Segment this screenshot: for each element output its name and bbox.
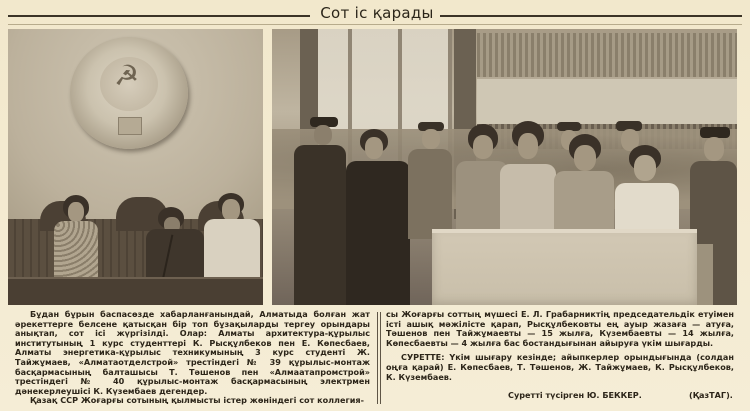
hammer-sickle-icon: ☭: [114, 59, 140, 92]
defendants-dock: [432, 229, 697, 305]
news-agency: (ҚазТАГ).: [689, 390, 733, 400]
section-title: Сот іс қарады: [320, 4, 434, 22]
column-divider: [377, 312, 378, 404]
column-divider-2: [380, 312, 381, 404]
section-header: [8, 4, 742, 24]
photo-judges-bench: [8, 29, 263, 305]
bench-front: [8, 277, 263, 305]
header-rule-right: [440, 15, 742, 17]
article-paragraph-2-end: сы Жоғарғы соттың мүшесі Е. Л. Грабарниктің председательдік етуімен істі ашық мәжілісте қарап, Рысқұлбековты ең ауыр жазаға — атуға, Тәшенов пен Тайжұмаевты — 15 жылға, Күзембаевты — 14 жылға, Көпесбаевты — 4 жылға бас бостандығынан айыруға үкім шығарды.: [386, 309, 734, 348]
article-paragraph-1: Бұдан бұрын баспасөзде хабарланғанындай, Алматыда болған жат әрекеттерге белсене қатысқан бір топ бұзақыларды тергеу орындары анықтап, сот ісі жүргізілді. Олар: Алматы архитектура-құрылыс институтының 1 курс студенттері К. Рысқұлбеков пен Е. Көпесбаев, Алматы энергетика-құрылыс техникумының 3 курс студенті Ж. Тайжұмаев, «Алматаотделстрой» трестіндегі № 39 құрылыс-монтаж басқармасының балташысы Т. Тәшенов пен «Алмаатапромстрой» трестіндегі № 40 құрылыс-монтаж басқармасының электрмен дәнекерлеушісі К. Күзембаев дегендер.: [15, 309, 370, 396]
article-column-left: [15, 310, 370, 406]
article-column-right: [386, 310, 734, 382]
header-divider: [8, 24, 742, 25]
header-rule-left: [8, 15, 310, 17]
photo-credit: Суретті түсірген Ю. БЕККЕР.: [508, 390, 642, 400]
balcony-railing: [477, 33, 737, 77]
article-paragraph-2-start: Қазақ ССР Жоғарғы сотының қылмысты істер жөніндегі сот коллегия-: [30, 395, 364, 406]
photo-caption: СУРЕТТЕ: Үкім шығару кезінде; айыпкерлер орындығында (солдан оңға қарай) Е. Көпесбаев, Т. Тәшенов, Ж. Тайжұмаев, К. Рысқұлбеков, К. Күзембаев.: [386, 352, 734, 382]
state-emblem-icon: [70, 37, 188, 149]
photo-courtroom-dock: [272, 29, 737, 305]
credit-row: [386, 390, 734, 402]
